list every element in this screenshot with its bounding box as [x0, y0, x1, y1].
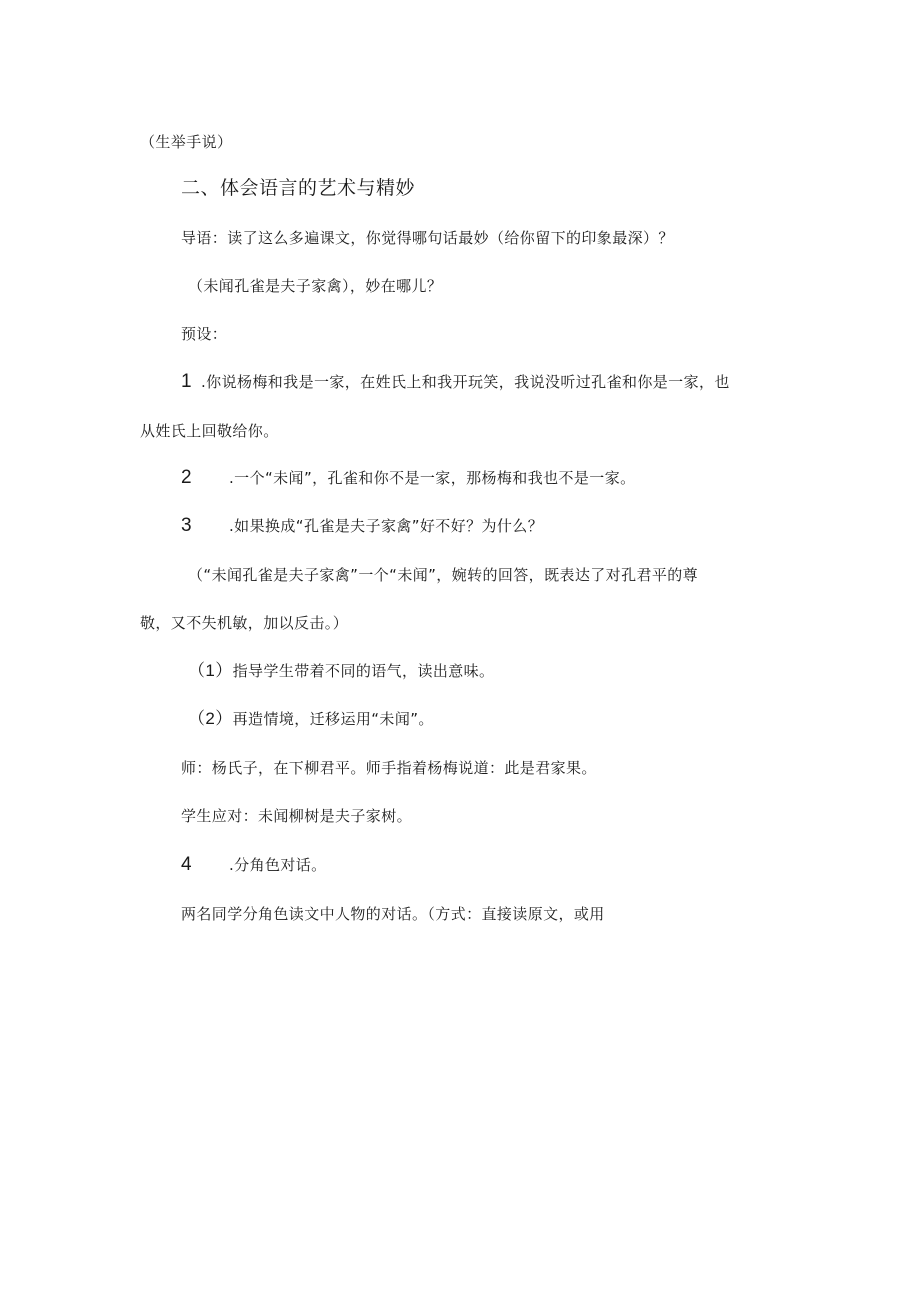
sub-item-text: 再造情境，迁移运用“未闻”。	[232, 710, 434, 728]
sub-item-text: 指导学生带着不同的语气，读出意味。	[232, 662, 495, 680]
list-item-number: 4	[181, 854, 192, 875]
sub-item-number: （1）	[188, 661, 233, 680]
student-response: 学生应对：未闻柳树是夫子家树。	[181, 807, 413, 825]
teacher-line: 师：杨氏子，在下柳君平。师手指着杨梅说道：此是君家果。	[181, 759, 597, 777]
section-heading: 二、体会语言的艺术与精妙	[181, 177, 416, 199]
list-item-3	[181, 516, 543, 536]
explanation-paragraph: （“未闻孔雀是夫子家禽”一个“未闻”，婉转的回答，既表达了对孔君平的尊	[188, 566, 699, 584]
list-item-text: .如果换成“孔雀是夫子家禽”好不好？为什么？	[229, 517, 544, 535]
list-item-text: .分角色对话。	[229, 856, 327, 874]
last-paragraph: 两名同学分角色读文中人物的对话。（方式：直接读原文，或用	[181, 905, 605, 923]
list-item-number: 1	[181, 371, 192, 392]
list-item-4	[181, 855, 327, 875]
explanation-paragraph-continued: 敬，又不失机敏，加以反击。）	[140, 614, 349, 632]
list-item-text: .你说杨梅和我是一家，在姓氏上和我开玩笑，我说没听过孔雀和你是一家，也	[201, 373, 730, 391]
list-item-number: 2	[181, 467, 192, 488]
preset-label: 预设：	[181, 325, 228, 343]
list-item-number: 3	[181, 515, 192, 536]
intro-paragraph: 导语：读了这么多遍课文，你觉得哪句话最妙（给你留下的印象最深）？	[181, 229, 674, 247]
list-item-1-continued: 从姓氏上回敬给你。	[140, 422, 279, 440]
sub-item-2	[188, 709, 434, 729]
list-item-1	[181, 372, 730, 392]
list-item-2	[181, 468, 636, 488]
weiwen-question: （未闻孔雀是夫子家禽），妙在哪儿？	[188, 277, 443, 295]
sub-item-number: （2）	[188, 709, 233, 728]
list-item-text: .一个“未闻”，孔雀和你不是一家，那杨梅和我也不是一家。	[229, 469, 636, 487]
student-raise-hand-note: （生举手说）	[140, 133, 233, 151]
sub-item-1	[188, 661, 494, 681]
